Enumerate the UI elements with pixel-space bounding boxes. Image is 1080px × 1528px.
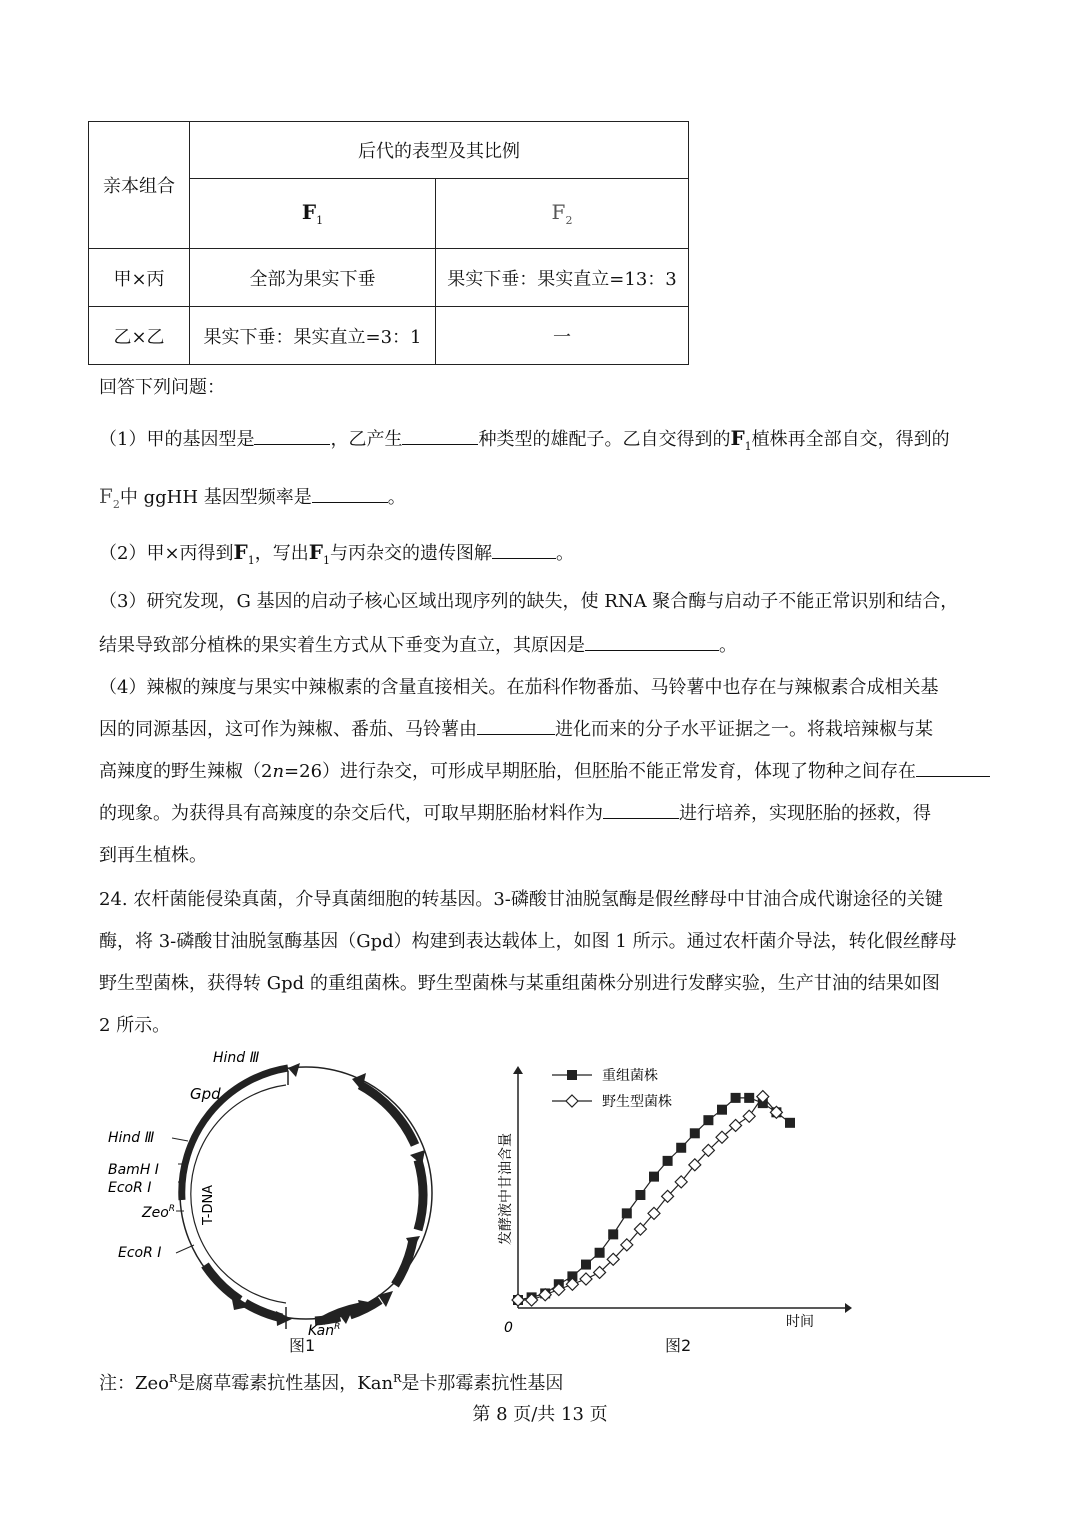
question-3-line-1: （3）研究发现，G 基因的启动子核心区域出现序列的缺失，使 RNA 聚合酶与启动子不能正常识别和结合， [99,591,959,612]
label-zeo: Zeo$^R$ [142,1204,176,1221]
question-4-line-4: 的现象。为获得具有高辣度的杂交后代，可取早期胚胎材料作为 进行培养，实现胚胎的拯救，得 [99,792,989,836]
answer-intro: 回答下列问题： [99,377,225,398]
glycerol-line-chart [490,1060,860,1340]
answer-blank [603,796,679,819]
answer-blank [477,712,555,735]
data-point-series-1-13 [676,1143,686,1153]
label-tdna: T-DNA [201,1184,216,1225]
note: 注：Zeo$^R$是腐草霉素抗性基因，Kan$^R$是卡那霉素抗性基因 [99,1372,564,1394]
question-24-line-1: 24. 农杆菌能侵染真菌，介导真菌细胞的转基因。3-磷酸甘油脱氢酶是假丝酵母中甘油合成代谢途径的关键 [99,889,943,910]
question-4-line-5: 到再生植株。 [99,845,207,866]
data-point-series-1-14 [690,1128,700,1138]
label-hind3-left: Hind Ⅲ [108,1130,155,1146]
data-point-series-1-10 [635,1190,645,1200]
label-kan: Kan$^R$ [308,1322,341,1339]
question-1-line-1: （1）甲的基因型是 ，乙产生 种类型的雄配子。乙自交得到的$F_1$植株再全部自交，得到的 [99,416,989,469]
table-row [89,249,689,307]
row-f1: 果实下垂：果实直立=3：1 [190,307,436,365]
data-point-series-1-12 [663,1156,673,1166]
row-parent: 甲×丙 [89,249,190,307]
question-4-line-3: 高辣度的野生辣椒（2n=26）进行杂交，可形成早期胚胎，但胚胎不能正常发育，体现了物种之间存在 [99,750,989,794]
label-bamh1: BamH Ⅰ [108,1162,159,1178]
figure-2-caption: 图2 [665,1336,692,1355]
question-24-line-2: 酶，将 3-磷酸甘油脱氢酶基因（Gpd）构建到表达载体上，如图 1 所示。通过农杆菌介导法，转化假丝酵母 [99,931,957,952]
x-axis-label: 时间 [786,1314,814,1330]
answer-blank [402,422,478,445]
label-hind3-top: Hind Ⅲ [213,1050,260,1066]
table-row [89,307,689,365]
header-offspring: 后代的表型及其比例 [190,122,689,179]
question-24-line-3: 野生型菌株，获得转 Gpd 的重组菌株。野生型菌株与某重组菌株分别进行发酵实验，生产甘油的结果如图 [99,973,940,994]
data-point-series-1-7 [595,1248,605,1258]
data-point-series-1-18 [744,1093,754,1103]
legend-series-1: 重组菌株 [602,1068,658,1084]
question-2: （2）甲×丙得到$F_1$，写出$F_1$与丙杂交的遗传图解 。 [99,530,989,583]
data-point-series-1-21 [785,1118,795,1128]
data-point-series-1-17 [731,1093,741,1103]
data-point-series-2-18 [743,1110,755,1122]
answer-blank [916,754,990,777]
data-point-series-1-6 [581,1260,591,1270]
data-point-series-1-15 [703,1115,713,1125]
legend-series-2: 野生型菌株 [602,1094,672,1110]
data-point-series-2-6 [580,1273,592,1285]
row-f1: 全部为果实下垂 [190,249,436,307]
data-point-series-1-16 [717,1105,727,1115]
figure-1-caption: 图1 [289,1336,316,1355]
answer-blank [585,628,719,651]
answer-blank [492,536,556,559]
y-axis-label: 发酵液中甘油含量 [498,1133,514,1245]
label-gpd: Gpd [190,1085,221,1103]
answer-blank [254,422,330,445]
label-ecor1-a: EcoR Ⅰ [108,1180,152,1196]
legend-diamond-marker [566,1095,578,1107]
question-4-line-2: 因的同源基因，这可作为辣椒、番茄、马铃薯由 进化而来的分子水平证据之一。将栽培辣椒与某 [99,708,989,752]
question-24-line-4: 2 所示。 [99,1015,171,1036]
data-point-series-1-11 [649,1172,659,1182]
plasmid-map-figure [100,1045,460,1365]
data-point-series-1-8 [608,1229,618,1239]
cross-results-table [88,121,689,365]
row-f2: 一 [436,307,689,365]
label-ecor1-b: EcoR Ⅰ [118,1245,162,1261]
header-parent-combination: 亲本组合 [89,122,190,249]
page-footer: 第 8 页/共 13 页 [472,1404,608,1425]
row-parent: 乙×乙 [89,307,190,365]
series-line-1 [518,1098,790,1300]
legend-square-marker [567,1070,577,1080]
chart-legend [552,1067,672,1110]
row-f2: 果实下垂：果实直立=13：3 [436,249,689,307]
header-f2: $F_2$ [436,179,689,249]
question-4-line-1: （4）辣椒的辣度与果实中辣椒素的含量直接相关。在茄科作物番茄、马铃薯中也存在与辣椒素合成相关基 [99,677,939,698]
question-3-line-2: 结果导致部分植株的果实着生方式从下垂变为直立，其原因是 。 [99,624,989,668]
header-f1: $F_1$ [190,179,436,249]
question-1-line-2: $F_2$中 ggHH 基因型频率是 。 [99,474,989,527]
origin-label: 0 [504,1320,513,1336]
answer-blank [312,480,388,503]
data-point-series-1-9 [622,1208,632,1218]
